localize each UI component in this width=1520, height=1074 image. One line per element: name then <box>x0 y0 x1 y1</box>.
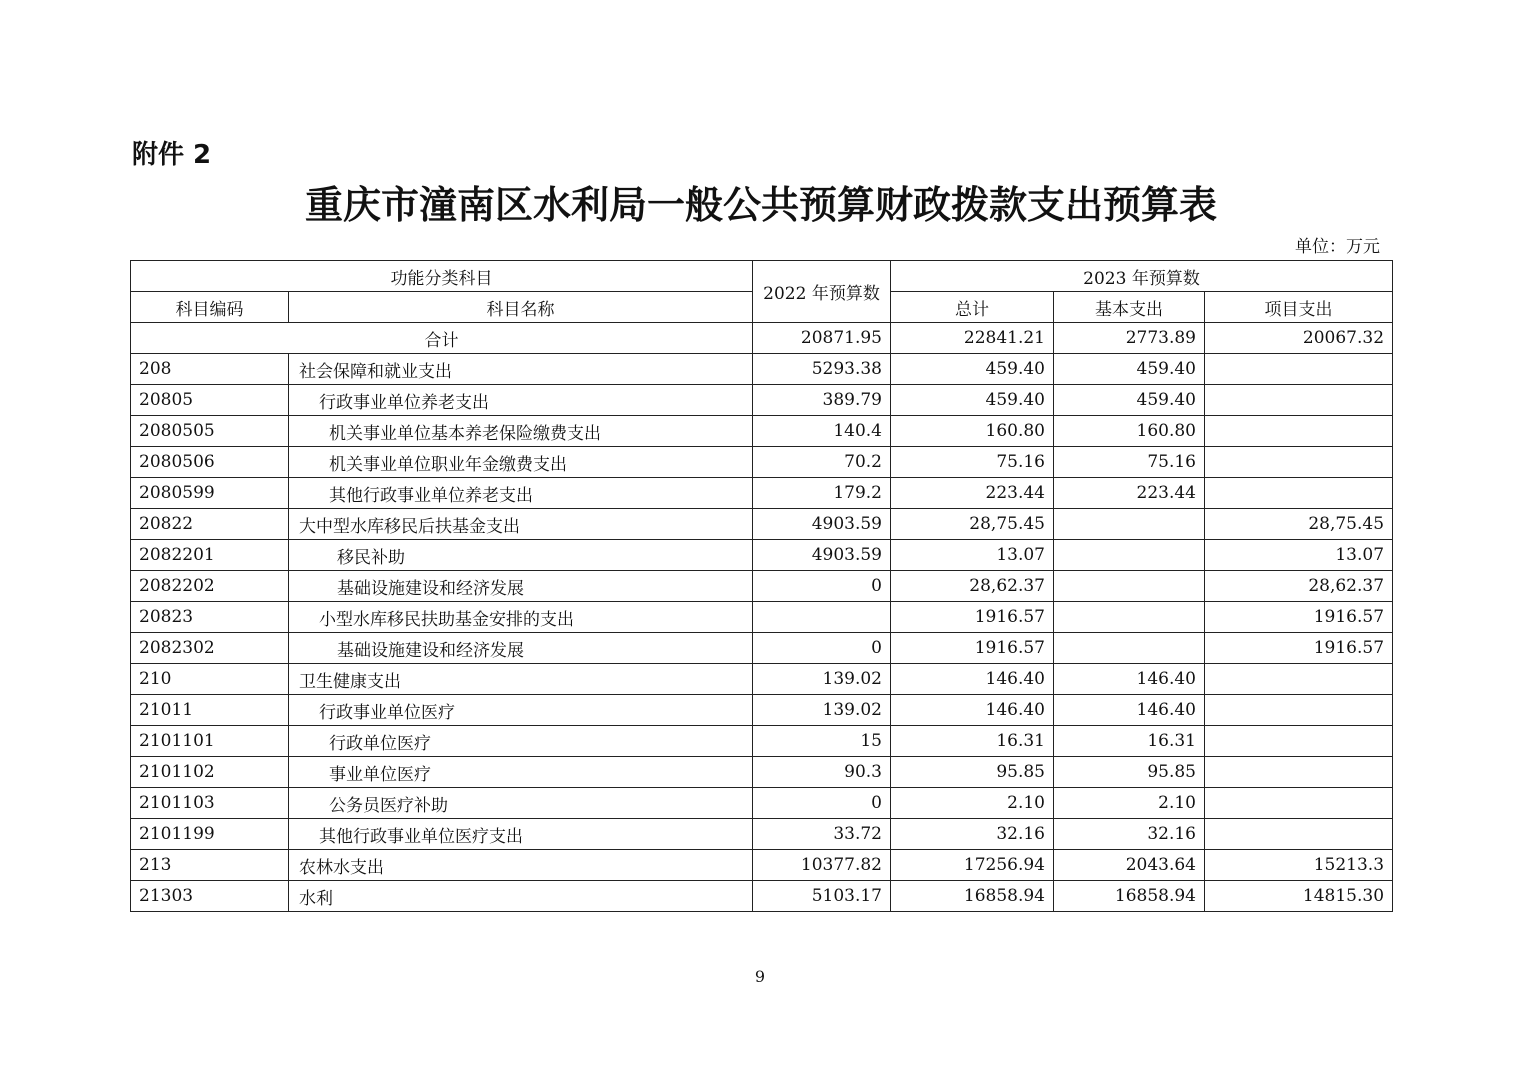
row-code: 2080505 <box>131 416 289 447</box>
row-name: 社会保障和就业支出 <box>289 354 753 385</box>
row-total: 1916.57 <box>891 633 1054 664</box>
row-name: 其他行政事业单位医疗支出 <box>289 819 753 850</box>
row-name: 机关事业单位基本养老保险缴费支出 <box>289 416 753 447</box>
unit-label: 单位：万元 <box>1295 237 1380 257</box>
row-total: 28,62.37 <box>891 571 1054 602</box>
row-project <box>1205 478 1393 509</box>
row-project <box>1205 695 1393 726</box>
header-basic: 基本支出 <box>1054 292 1205 323</box>
row-name: 行政事业单位养老支出 <box>289 385 753 416</box>
row-project: 15213.3 <box>1205 850 1393 881</box>
row-name: 大中型水库移民后扶基金支出 <box>289 509 753 540</box>
table-row <box>131 633 1393 664</box>
row-project: 1916.57 <box>1205 633 1393 664</box>
row-b2022: 389.79 <box>753 385 891 416</box>
row-code: 21303 <box>131 881 289 912</box>
total-row <box>131 323 1393 354</box>
row-basic: 16858.94 <box>1054 881 1205 912</box>
row-code: 2080506 <box>131 447 289 478</box>
page-title: 重庆市潼南区水利局一般公共预算财政拨款支出预算表 <box>304 183 1217 227</box>
row-code: 21011 <box>131 695 289 726</box>
header-name: 科目名称 <box>289 292 753 323</box>
row-total: 95.85 <box>891 757 1054 788</box>
row-code: 2082302 <box>131 633 289 664</box>
table-row <box>131 602 1393 633</box>
row-code: 210 <box>131 664 289 695</box>
row-b2022: 0 <box>753 788 891 819</box>
row-code: 2101102 <box>131 757 289 788</box>
row-b2022: 179.2 <box>753 478 891 509</box>
table-row <box>131 447 1393 478</box>
table-row <box>131 385 1393 416</box>
row-basic: 16.31 <box>1054 726 1205 757</box>
header-code: 科目编码 <box>131 292 289 323</box>
row-basic: 459.40 <box>1054 385 1205 416</box>
header-total: 总计 <box>891 292 1054 323</box>
row-project: 28,75.45 <box>1205 509 1393 540</box>
row-basic <box>1054 540 1205 571</box>
row-total: 75.16 <box>891 447 1054 478</box>
row-total: 32.16 <box>891 819 1054 850</box>
row-b2022: 5103.17 <box>753 881 891 912</box>
page-number: 9 <box>754 967 766 986</box>
row-name: 农林水支出 <box>289 850 753 881</box>
row-project <box>1205 664 1393 695</box>
row-basic <box>1054 602 1205 633</box>
header-project: 项目支出 <box>1205 292 1393 323</box>
row-code: 20823 <box>131 602 289 633</box>
total-label: 合计 <box>131 323 753 354</box>
row-total: 17256.94 <box>891 850 1054 881</box>
row-basic: 2043.64 <box>1054 850 1205 881</box>
row-total: 160.80 <box>891 416 1054 447</box>
row-total: 146.40 <box>891 695 1054 726</box>
row-basic <box>1054 571 1205 602</box>
row-code: 208 <box>131 354 289 385</box>
row-name: 行政事业单位医疗 <box>289 695 753 726</box>
row-basic: 2.10 <box>1054 788 1205 819</box>
row-basic: 160.80 <box>1054 416 1205 447</box>
row-project <box>1205 788 1393 819</box>
table-row <box>131 416 1393 447</box>
total-basic: 2773.89 <box>1054 323 1205 354</box>
row-b2022: 10377.82 <box>753 850 891 881</box>
row-b2022 <box>753 602 891 633</box>
row-project <box>1205 757 1393 788</box>
row-project <box>1205 416 1393 447</box>
table-row <box>131 354 1393 385</box>
row-project: 14815.30 <box>1205 881 1393 912</box>
table-row <box>131 571 1393 602</box>
row-b2022: 5293.38 <box>753 354 891 385</box>
row-basic: 95.85 <box>1054 757 1205 788</box>
row-total: 2.10 <box>891 788 1054 819</box>
row-b2022: 4903.59 <box>753 540 891 571</box>
row-project: 1916.57 <box>1205 602 1393 633</box>
total-b2022: 20871.95 <box>753 323 891 354</box>
row-name: 移民补助 <box>289 540 753 571</box>
budget-body <box>131 323 1393 912</box>
table-row <box>131 788 1393 819</box>
row-total: 1916.57 <box>891 602 1054 633</box>
row-basic: 32.16 <box>1054 819 1205 850</box>
row-name: 小型水库移民扶助基金安排的支出 <box>289 602 753 633</box>
attachment-label: 附件 2 <box>132 140 212 170</box>
row-b2022: 139.02 <box>753 664 891 695</box>
row-b2022: 33.72 <box>753 819 891 850</box>
row-name: 基础设施建设和经济发展 <box>289 571 753 602</box>
row-code: 2101103 <box>131 788 289 819</box>
row-name: 事业单位医疗 <box>289 757 753 788</box>
row-name: 其他行政事业单位养老支出 <box>289 478 753 509</box>
row-b2022: 4903.59 <box>753 509 891 540</box>
row-project <box>1205 385 1393 416</box>
row-b2022: 139.02 <box>753 695 891 726</box>
header-budget-2023: 2023 年预算数 <box>891 261 1393 292</box>
total-project: 20067.32 <box>1205 323 1393 354</box>
row-total: 16858.94 <box>891 881 1054 912</box>
row-name: 卫生健康支出 <box>289 664 753 695</box>
row-project <box>1205 447 1393 478</box>
total-total: 22841.21 <box>891 323 1054 354</box>
row-basic <box>1054 633 1205 664</box>
row-total: 459.40 <box>891 385 1054 416</box>
table-row <box>131 819 1393 850</box>
row-b2022: 15 <box>753 726 891 757</box>
row-b2022: 0 <box>753 571 891 602</box>
row-project: 13.07 <box>1205 540 1393 571</box>
row-total: 28,75.45 <box>891 509 1054 540</box>
table-row <box>131 757 1393 788</box>
row-total: 146.40 <box>891 664 1054 695</box>
row-project: 28,62.37 <box>1205 571 1393 602</box>
row-b2022: 0 <box>753 633 891 664</box>
row-code: 213 <box>131 850 289 881</box>
row-total: 459.40 <box>891 354 1054 385</box>
row-name: 水利 <box>289 881 753 912</box>
row-project <box>1205 726 1393 757</box>
table-row <box>131 881 1393 912</box>
table-row <box>131 664 1393 695</box>
row-basic: 459.40 <box>1054 354 1205 385</box>
row-basic: 223.44 <box>1054 478 1205 509</box>
table-row <box>131 726 1393 757</box>
table-row <box>131 478 1393 509</box>
table-row <box>131 695 1393 726</box>
row-project <box>1205 354 1393 385</box>
table-row <box>131 540 1393 571</box>
row-project <box>1205 819 1393 850</box>
row-name: 行政单位医疗 <box>289 726 753 757</box>
row-total: 223.44 <box>891 478 1054 509</box>
row-code: 2101101 <box>131 726 289 757</box>
row-basic: 75.16 <box>1054 447 1205 478</box>
budget-table <box>130 260 1393 912</box>
table-row <box>131 850 1393 881</box>
row-code: 20805 <box>131 385 289 416</box>
row-name: 机关事业单位职业年金缴费支出 <box>289 447 753 478</box>
header-budget-2022: 2022 年预算数 <box>753 261 891 323</box>
row-b2022: 140.4 <box>753 416 891 447</box>
row-code: 2082202 <box>131 571 289 602</box>
table-row <box>131 509 1393 540</box>
row-b2022: 90.3 <box>753 757 891 788</box>
row-basic <box>1054 509 1205 540</box>
row-basic: 146.40 <box>1054 695 1205 726</box>
row-name: 基础设施建设和经济发展 <box>289 633 753 664</box>
row-code: 2082201 <box>131 540 289 571</box>
header-row-1 <box>131 261 1393 292</box>
row-b2022: 70.2 <box>753 447 891 478</box>
row-code: 2101199 <box>131 819 289 850</box>
row-code: 20822 <box>131 509 289 540</box>
row-name: 公务员医疗补助 <box>289 788 753 819</box>
header-functional-category: 功能分类科目 <box>131 261 753 292</box>
row-total: 16.31 <box>891 726 1054 757</box>
row-basic: 146.40 <box>1054 664 1205 695</box>
row-code: 2080599 <box>131 478 289 509</box>
row-total: 13.07 <box>891 540 1054 571</box>
